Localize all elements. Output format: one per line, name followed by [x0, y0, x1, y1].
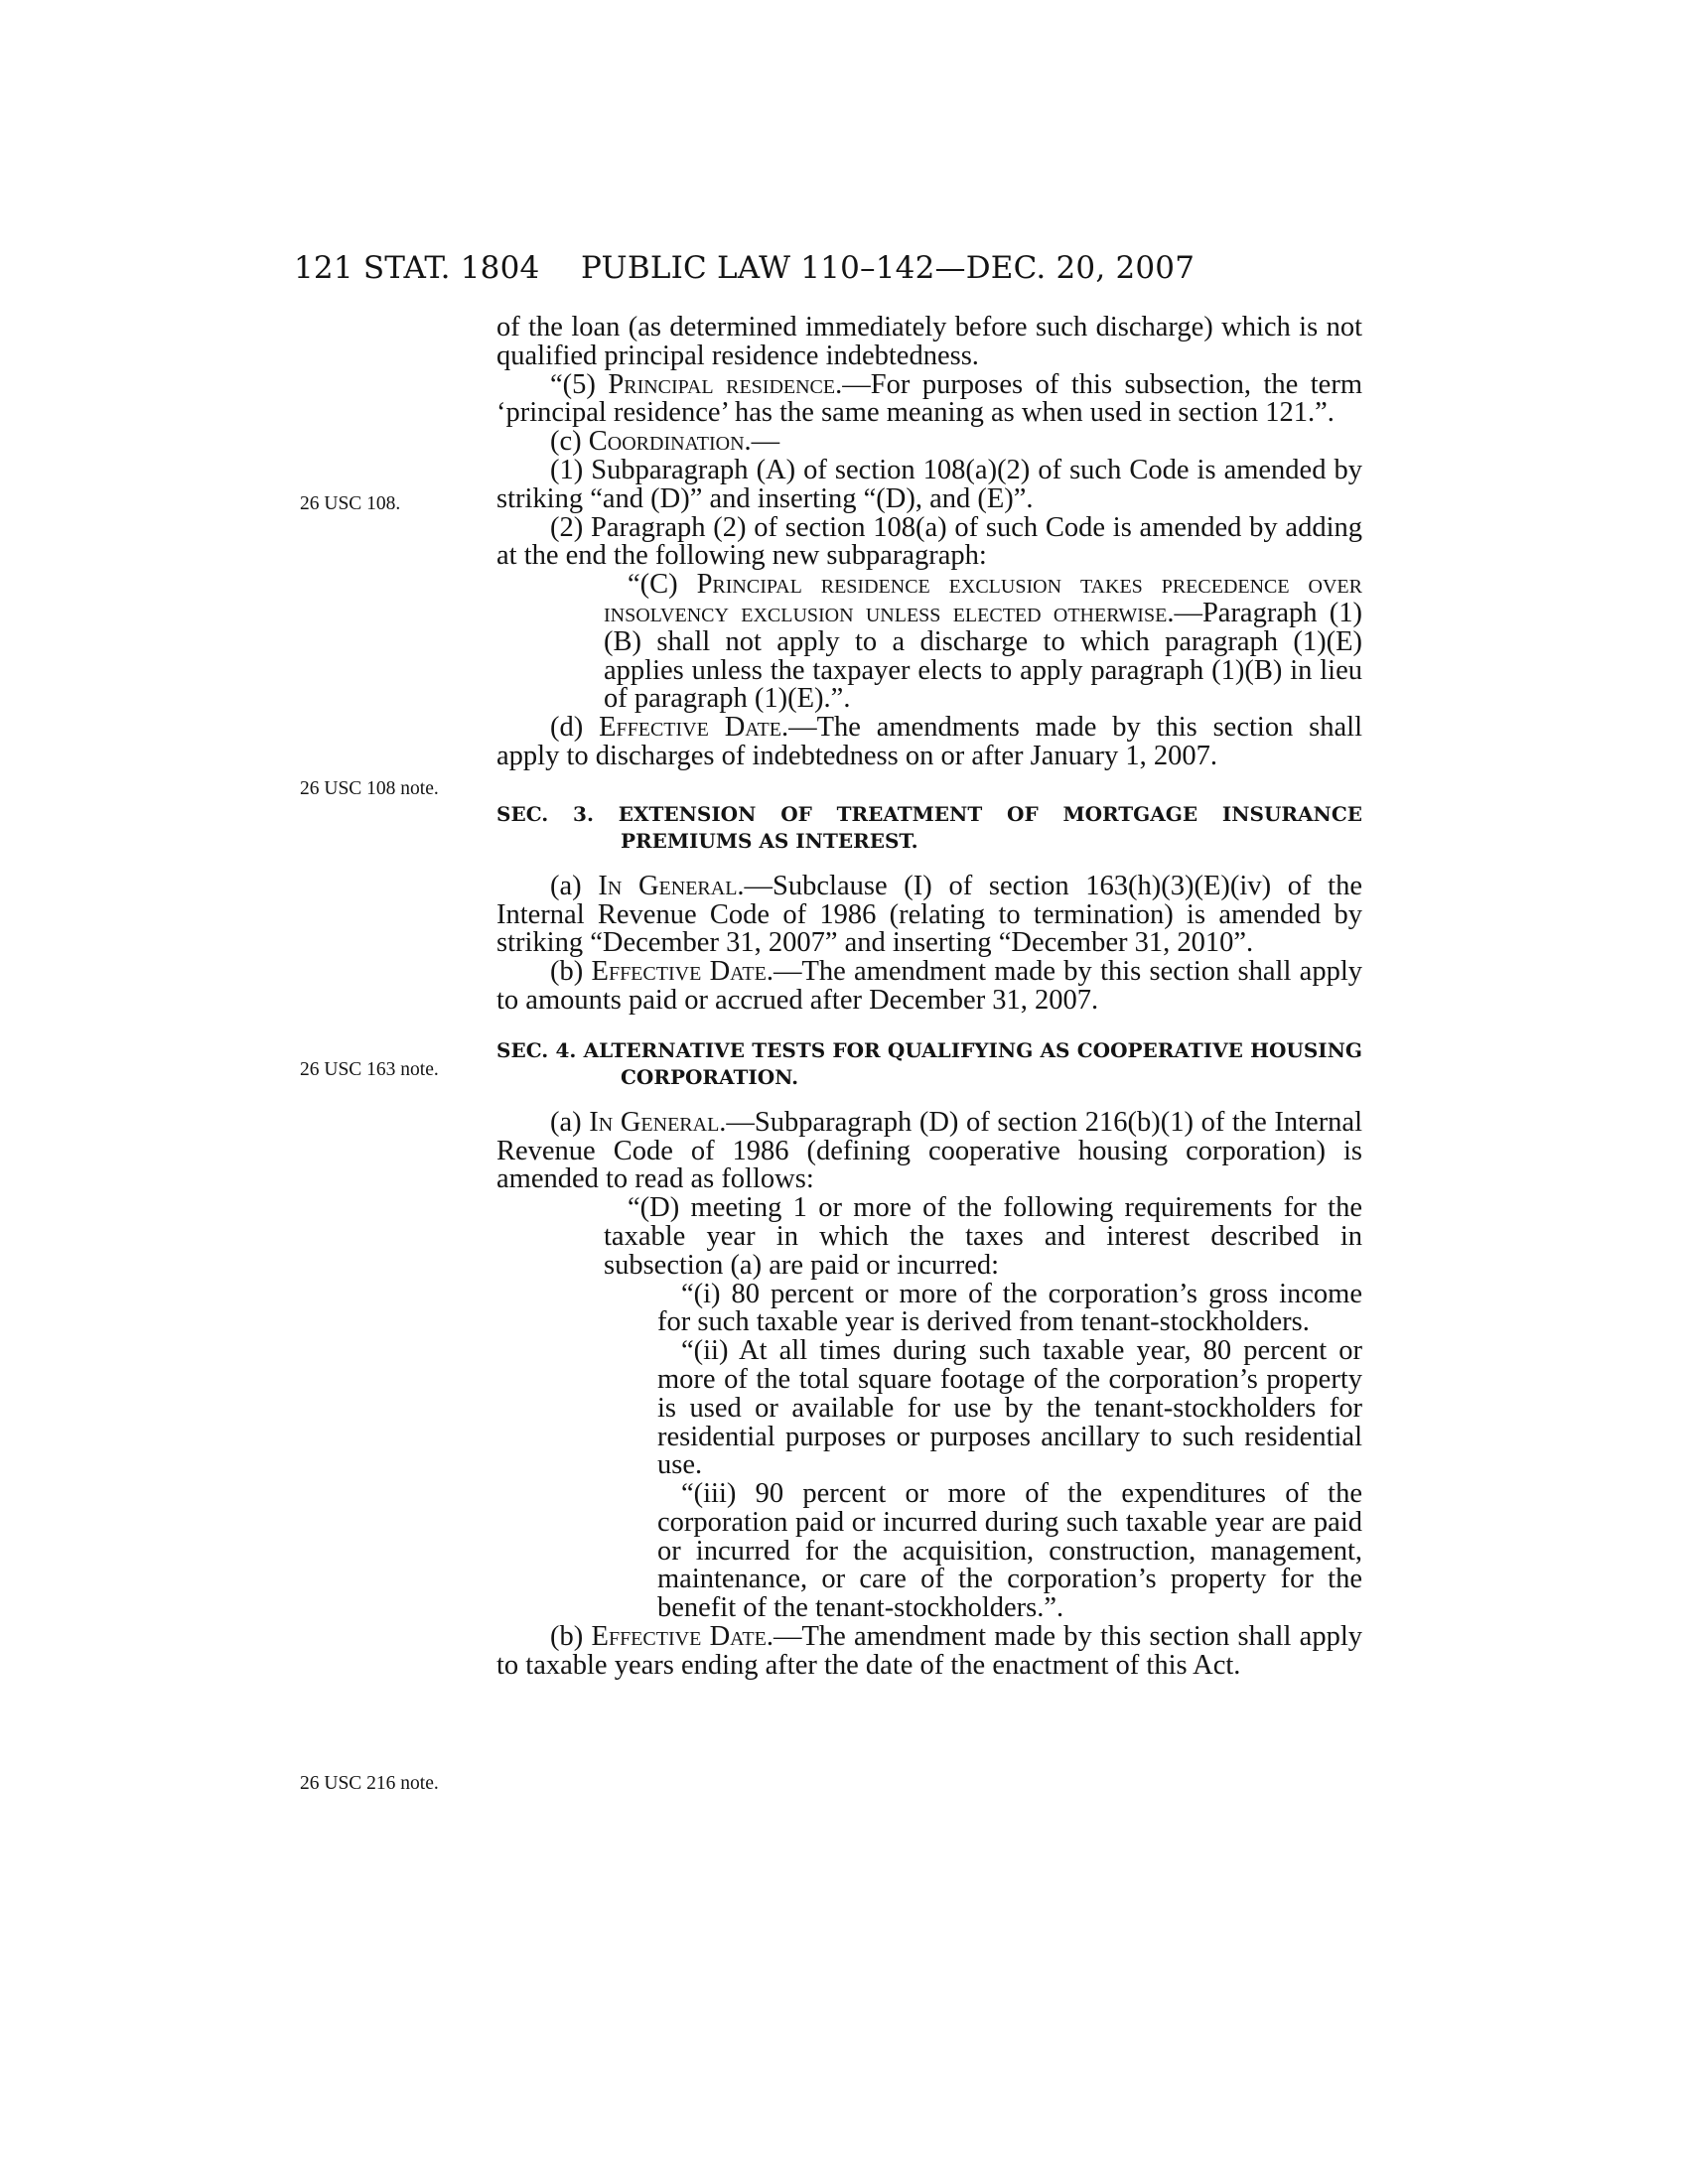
paragraph-loan-continuation: of the loan (as determined immediately before such discharge) which is not qualified principal residence indebtedness.	[496, 312, 1362, 371]
paragraph-subparagraph-a: (1) Subparagraph (A) of section 108(a)(2) of such Code is amended by striking “and (D)” and inserting “(D), and (E)”.	[496, 454, 1362, 514]
document-body	[496, 314, 1362, 1681]
heading-in-general: In General	[589, 1106, 720, 1138]
heading-principal-residence: Principal residence	[608, 368, 836, 400]
paragraph-coordination: (c) Coordination.—	[550, 426, 780, 458]
heading-effective-date: Effective Date	[591, 956, 767, 988]
heading-coordination: Coordination	[588, 426, 745, 458]
margin-note-usc-108: 26 USC 108.	[300, 493, 401, 514]
paragraph-clause-i: “(i) 80 percent or more of the corporation’s gross income for such taxable year is derived from tenant-stockholders.	[657, 1278, 1362, 1338]
section-3-heading: SEC. 3. EXTENSION OF TREATMENT OF MORTGAGE INSURANCE PREMIUMS AS INTEREST.	[496, 801, 1362, 853]
margin-note-usc-108-note: 26 USC 108 note.	[300, 778, 439, 799]
heading-in-general: In General	[598, 870, 738, 901]
margin-note-usc-163-note: 26 USC 163 note.	[300, 1059, 439, 1080]
paragraph-sec4-effective-date: (b) Effective Date.—The amendment made by this section shall apply to taxable years ending after the date of the enactment of this Act.	[496, 1621, 1362, 1681]
paragraph-sec4-in-general: (a) In General.—Subparagraph (D) of section 216(b)(1) of the Internal Revenue Code of 1986 (defining cooperative housing corporation) is amended to read as follows:	[496, 1106, 1362, 1195]
margin-note-usc-216-note: 26 USC 216 note.	[300, 1773, 439, 1794]
paragraph-effective-date-d: (d) Effective Date.—The amendments made by this section shall apply to discharges of indebtedness on or after January 1, 2007.	[496, 712, 1363, 771]
heading-residence-exclusion: Principal residence exclusion takes precedence over insolvency exclusion unless elected otherwise	[604, 569, 1362, 628]
paragraph-clause-ii: “(ii) At all times during such taxable year, 80 percent or more of the total square footage of the corporation’s property is used or available for use by the tenant-stockholders for residential purposes or purposes ancillary to such residential use.	[657, 1335, 1362, 1481]
paragraph-sec3-in-general: (a) In General.—Subclause (I) of section 163(h)(3)(E)(iv) of the Internal Revenue Code of 1986 (relating to termination) is amended by striking “December 31, 2007” and inserting “December 31, 2010”.	[496, 870, 1362, 959]
paragraph-requirement-d: “(D) meeting 1 or more of the following requirements for the taxable year in which the taxes and interest described in subsection (a) are paid or incurred:	[604, 1192, 1362, 1281]
paragraph-clause-iii: “(iii) 90 percent or more of the expenditures of the corporation paid or incurred during such taxable year are paid or incurred for the acquisition, construction, management, maintenance, or care of the corporation’s property for the benefit of the tenant-stockholders.”.	[657, 1478, 1362, 1624]
heading-effective-date: Effective Date	[591, 1621, 767, 1653]
paragraph-paragraph-2: (2) Paragraph (2) of section 108(a) of such Code is amended by adding at the end the following new subparagraph:	[496, 511, 1362, 572]
page-stat-reference: 121 STAT. 1804	[294, 250, 540, 286]
heading-effective-date: Effective Date	[599, 712, 781, 744]
paragraph-principal-residence: “(5) Principal residence.—For purposes of this subsection, the term ‘principal residence’ has the same meaning as when used in section 121.”.	[496, 368, 1362, 429]
page-law-title: PUBLIC LAW 110–142—DEC. 20, 2007	[581, 250, 1196, 286]
paragraph-sec3-effective-date: (b) Effective Date.—The amendment made by this section shall apply to amounts paid or accrued after December 31, 2007.	[496, 956, 1362, 1016]
section-4-heading: SEC. 4. ALTERNATIVE TESTS FOR QUALIFYING AS COOPERATIVE HOUSING CORPORATION.	[496, 1037, 1362, 1089]
paragraph-principal-residence-exclusion: “(C) Principal residence exclusion takes precedence over insolvency exclusion unless elected otherwise.—Paragraph (1)(B) shall not apply to a discharge to which paragraph (1)(E) applies unless the taxpayer elects to apply paragraph (1)(B) in lieu of paragraph (1)(E).”.	[604, 569, 1362, 715]
